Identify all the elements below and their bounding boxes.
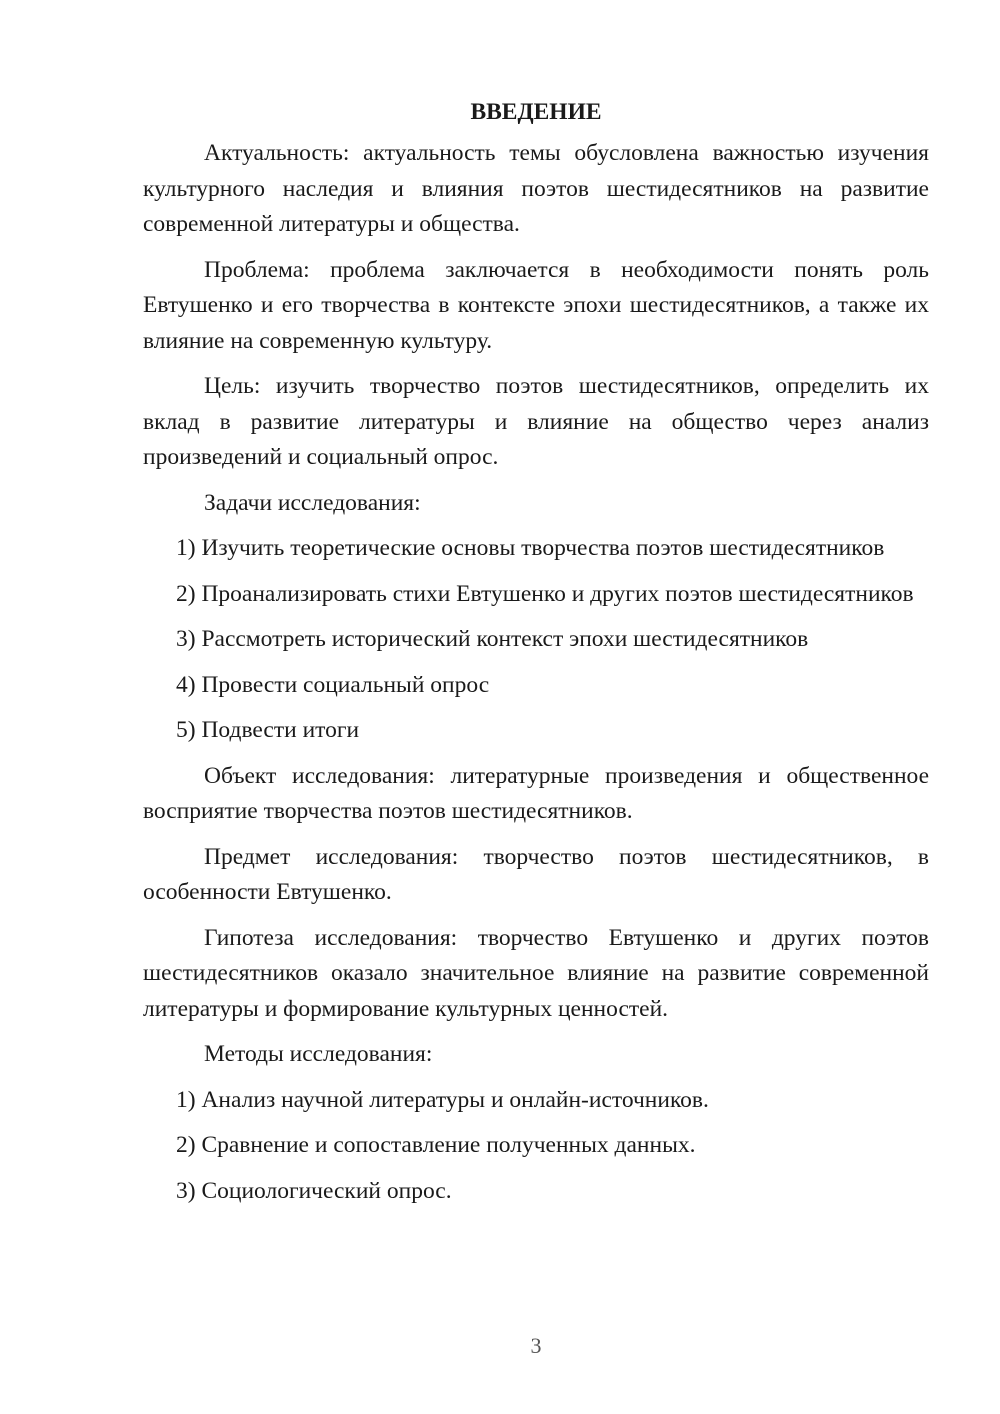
method-item-1: 1) Анализ научной литературы и онлайн-источников. (176, 1086, 709, 1113)
task-item-1: 1) Изучить теоретические основы творчества поэтов шестидесятников (176, 535, 885, 561)
goal-paragraph: Цель: изучить творчество поэтов шестидесятников, определить их вклад в развитие литературы и влияние на общество через анализ произведений и социальный опрос. (143, 373, 929, 470)
task-item-4: 4) Провести социальный опрос (176, 671, 490, 698)
problem-paragraph: Проблема: проблема заключается в необходимости понять роль Евтушенко и его творчества в контексте эпохи шестидесятников, а также их влияние на современную культуру. (143, 256, 929, 354)
relevance-paragraph: Актуальность: актуальность темы обусловлена важностью изучения культурного наследия и влияния поэтов шестидесятников на развитие современной литературы и общества. (143, 140, 929, 237)
tasks-heading: Задачи исследования: (204, 489, 421, 516)
task-item-2: 2) Проанализировать стихи Евтушенко и других поэтов шестидесятников (176, 580, 914, 607)
task-item-5: 5) Подвести итоги (176, 717, 360, 743)
method-item-3: 3) Социологический опрос. (176, 1177, 452, 1204)
task-item-3: 3) Рассмотреть исторический контекст эпохи шестидесятников (176, 626, 809, 652)
page-number: 3 (530, 1333, 542, 1358)
subject-paragraph: Предмет исследования: творчество поэтов шестидесятников, в особенности Евтушенко. (143, 843, 929, 905)
hypothesis-paragraph: Гипотеза исследования: творчество Евтушенко и других поэтов шестидесятников оказало значительное влияние на развитие современной литературы и формирование культурных ценностей. (143, 924, 929, 1022)
page-content (143, 98, 929, 1219)
object-paragraph: Объект исследования: литературные произведения и общественное восприятие творчества поэтов шестидесятников. (143, 762, 929, 824)
section-heading: ВВЕДЕНИЕ (470, 99, 602, 125)
method-item-2: 2) Сравнение и сопоставление полученных данных. (176, 1132, 696, 1158)
methods-heading: Методы исследования: (204, 1041, 433, 1067)
